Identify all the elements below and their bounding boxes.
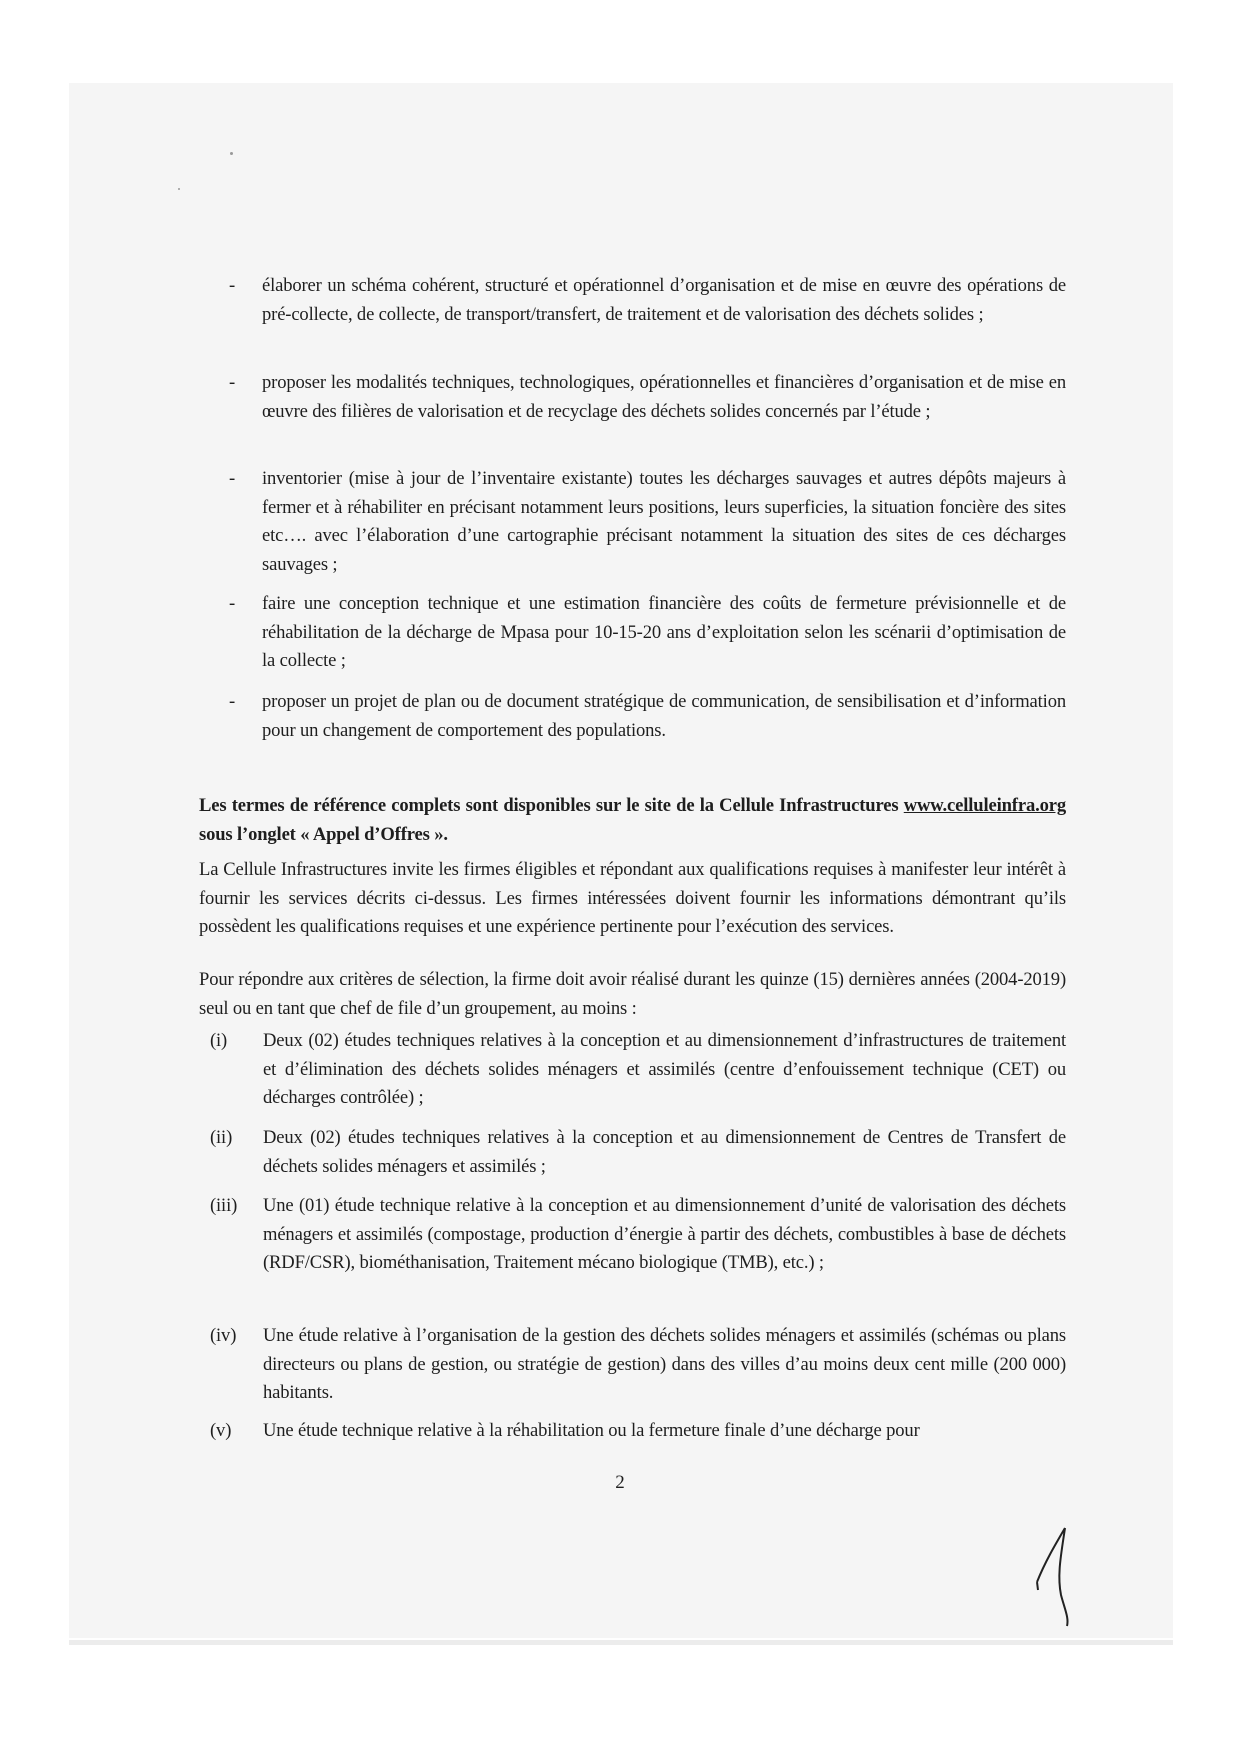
bullet-item: [229, 590, 1066, 676]
criteria-text: Une étude relative à l’organisation de la gestion des déchets solides ménagers et assimilés (schémas ou plans directeurs ou plans de gestion, ou stratégie de gestion) dans des villes d’au moins deux cent mille (200 000) habitants.: [263, 1325, 1066, 1404]
bullet-marker: -: [229, 372, 236, 393]
tor-notice-tail: sous l’onglet « Appel d’Offres ».: [199, 823, 448, 845]
criteria-text: Deux (02) études techniques relatives à la conception et au dimensionnement d’infrastructures de traitement et d’élimination des déchets solides ménagers et assimilés (centre d’enfouissement technique (CET) ou décharges contrôlée) ;: [263, 1030, 1066, 1109]
criteria-item: [210, 1417, 1066, 1446]
tor-notice: [199, 792, 1066, 849]
criteria-intro: Pour répondre aux critères de sélection, la firme doit avoir réalisé durant les quinze (15) dernières années (2004-2019) seul ou en tant que chef de file d’un groupement, au moins :: [199, 969, 1066, 1019]
bullet-item: [229, 688, 1066, 745]
bullet-text: faire une conception technique et une estimation financière des coûts de fermeture prévisionnelle et de réhabilitation de la décharge de Mpasa pour 10-15-20 ans d’exploitation selon les scénarii d’optimisation de la collecte ;: [262, 593, 1066, 672]
criteria-text: Une étude technique relative à la réhabilitation ou la fermeture finale d’une décharge pour: [263, 1420, 920, 1441]
criteria-number: (v): [210, 1420, 232, 1441]
bullet-text: proposer un projet de plan ou de document stratégique de communication, de sensibilisation et d’information pour un changement de comportement des populations.: [262, 691, 1066, 741]
criteria-number: (iii): [210, 1195, 238, 1216]
bullet-item: [229, 369, 1066, 426]
bullet-item: [229, 272, 1066, 329]
bullet-marker: -: [229, 468, 236, 489]
page-number: 2: [615, 1472, 625, 1493]
criteria-item: [210, 1124, 1066, 1181]
bullet-text: proposer les modalités techniques, technologiques, opérationnelles et financières d’organisation et de mise en œuvre des filières de valorisation et de recyclage des déchets solides concernés par l’étude ;: [262, 372, 1066, 422]
criteria-number: (i): [210, 1030, 228, 1051]
handwritten-initial-signature: [1025, 1520, 1085, 1630]
bullet-text: élaborer un schéma cohérent, structuré et opérationnel d’organisation et de mise en œuvre des opérations de pré-collecte, de collecte, de transport/transfert, de traitement et de valorisation des déchets solides ;: [262, 275, 1066, 325]
criteria-text: Deux (02) études techniques relatives à la conception et au dimensionnement de Centres de Transfert de déchets solides ménagers et assimilés ;: [263, 1127, 1066, 1177]
criteria-item: [210, 1027, 1066, 1113]
criteria-text: Une (01) étude technique relative à la conception et au dimensionnement d’unité de valorisation des déchets ménagers et assimilés (compostage, production d’énergie à partir des déchets, combustibles à base de déchets (RDF/CSR), biométhanisation, Traitement mécano biologique (TMB), etc.) ;: [263, 1195, 1066, 1274]
bullet-marker: -: [229, 691, 236, 712]
bullet-marker: -: [229, 593, 236, 614]
criteria-number: (ii): [210, 1127, 233, 1148]
tor-notice-text: Les termes de référence complets sont disponibles sur le site de la Cellule Infrastructures: [199, 795, 904, 816]
criteria-item: [210, 1192, 1066, 1278]
scan-speck: [178, 188, 180, 190]
bullet-marker: -: [229, 275, 236, 296]
bullet-item: [229, 465, 1066, 579]
website-link[interactable]: www.celluleinfra.org: [903, 795, 1066, 816]
invitation-paragraph: La Cellule Infrastructures invite les firmes éligibles et répondant aux qualifications requises à manifester leur intérêt à fournir les services décrits ci-dessus. Les firmes intéressées doivent fournir les informations démontrant qu’ils possèdent les qualifications requises et une expérience pertinente pour l’exécution des services.: [199, 859, 1066, 938]
bullet-text: inventorier (mise à jour de l’inventaire existante) toutes les décharges sauvages et autres dépôts majeurs à fermer et à réhabiliter en précisant notamment leurs positions, leurs superficies, la situation foncière des sites etc…. avec l’élaboration d’une cartographie précisant notamment la situation des sites de ces décharges sauvages ;: [262, 468, 1066, 575]
page-edge: [69, 1640, 1173, 1645]
criteria-item: [210, 1322, 1066, 1408]
criteria-number: (iv): [210, 1325, 237, 1346]
scan-speck: [230, 152, 233, 155]
